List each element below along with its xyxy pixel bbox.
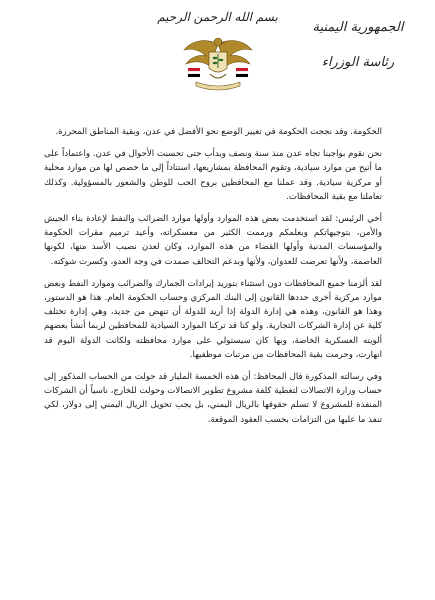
org-country-name: الجمهورية اليمنية [312, 20, 404, 35]
org-office-name: رئاسة الوزراء [321, 55, 395, 70]
yemen-eagle-emblem-icon [180, 30, 256, 94]
organization-header [303, 18, 413, 74]
bismillah-text: بسم الله الرحمن الرحيم [157, 10, 278, 24]
paragraph-4: لقد ألزمنا جميع المحافظات دون استثناء بتوريد إيرادات الجمارك والضرائب وموارد النفط وبعض موارد مركزية أخرى حددها القانون إلى البنك المركزي وحساب الحكومة العام. هذا هو الدستور، وهذا هو القانون، وهذه هي إدارة الدولة إذا أريد للدولة أن تنهض من جديد، وهي إدارة تختلف كلية عن إدارة الشركات التجارية. ولو كنا قد تركنا الموارد السيادية للمحافظين لربما أنشأ بعضهم ألويته العسكرية الخاصة، وبها كان سيستولي على موارد محافظته ولكانت الدولة اليوم قد انهارت، وحرمت بقية المحافظات من مرتبات موظفيها. [44, 278, 382, 360]
paragraph-2: نحن نقوم بواجبنا تجاه عدن منذ سنة ونصف وبدأب حتى تحسنت الأحوال في عدن. واعتماداً على ما أتيح من موارد سيادية، وتقوم المحافظة بمشاريعها، استناداً إلى ما خصص لها من موارد محلية أو مركزية سيادية. وقد عملنا مع المحافظين بروح الحب للوطن والشعور بالمسؤولية. وكذلك تعاملنا مع بقية المحافظات. [44, 149, 382, 202]
letter-body [44, 125, 382, 435]
paragraph-3: أخي الرئيس: لقد استخدمت بعض هذه الموارد وأولها موارد الضرائب والنفط لإعادة بناء الجيش والأمن، بتوجيهاتكم وبعلمكم ورممت الكثير من معسكراته، وأعيد ترميم مقرات الحكومة والمؤسسات المدنية وأولها القضاء من هذه الموارد، وكان لعدن نصيب الأسد منها، لكونها العاصمة، ولأنها تعرضت للعدوان، ولأنها وبدعم التحالف صمدت في وجه العدو، وكسرت شوكته. [44, 214, 382, 267]
paragraph-5: وفي رسالته المذكورة قال المحافظ: أن هذه الخمسة المليار قد حولت من الحساب المذكور إلى حساب وزارة الاتصالات لتغطية كلفة مشروع تطوير الاتصالات وحولت للخارج، ناسياً أن الشركات المنفذة للمشروع لا تسلم حقوقها بالريال اليمني، بل يجب تحويل الريال اليمني إلى دولار، لكي تنفذ ما عليها من التزامات بحسب العقود الموقعة. [44, 372, 382, 425]
letterhead [0, 0, 435, 100]
paragraph-1: الحكومة. وقد نجحت الحكومة في تغيير الوضع نحو الأفضل في عدن، وبقية المناطق المحررة. [55, 127, 382, 137]
